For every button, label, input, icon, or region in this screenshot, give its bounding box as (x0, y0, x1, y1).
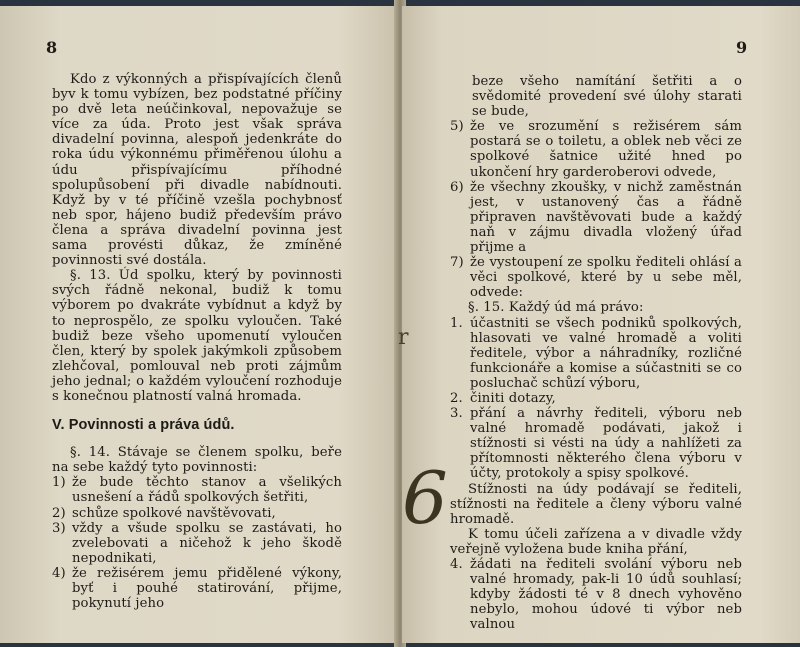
list-item-text: že všechny zkoušky, v nichž zaměstnán jest, v ustanovený čas a řádně připraven navštěvovati bude a každý naň v zájmu divadla vložený úřad přijme a (470, 179, 742, 256)
list-item-text: činiti dotazy, (470, 390, 556, 406)
paragraph: beze všeho namítání šetřiti a o svědomité provedení své úlohy starati se bude, (472, 74, 742, 120)
list-item-text: vždy a všude spolku se zastávati, ho zvelebovati a ničehož k jeho škodě nepodnikati, (72, 520, 342, 566)
paragraph: §. 13. Úd spolku, který by povinnosti svých řádně nekonal, budiž k tomu výborem po dvakráte vybídnut a když by to neprospělo, ze spolku vyloučen. Také budiž beze všeho upomenutí vyloučen člen, který by spolek jakýmkoli způsobem zlehčoval, pomlouval neb proti zájmům jeho jednal; o každém vyloučení rozhoduje s konečnou platností valná hromada. (52, 268, 342, 404)
right-text-column (450, 74, 742, 632)
page-number: 9 (736, 38, 748, 57)
list-item-text: že vystoupení ze spolku řediteli ohlásí a věci spolkové, které by u sebe měl, odvede: (470, 255, 742, 301)
handwritten-number: 6 (402, 456, 448, 540)
list-item-text: žádati na řediteli svolání výboru neb valné hromady, pak-li 10 údů souhlasí; kdyby žádosti té v 8 dnech vyhověno nebylo, mohou údové ti výbor neb valnou (470, 557, 742, 633)
paragraph: §. 15. Každý úd má právo: (468, 300, 644, 316)
list-item (450, 316, 742, 391)
list-item-number: 6) (450, 179, 464, 195)
list-item (450, 180, 742, 255)
duties-list (52, 475, 342, 611)
list-item-number: 1) (52, 475, 66, 491)
right-page (402, 6, 800, 643)
list-item-number: 1. (450, 315, 463, 331)
list-item (450, 391, 742, 406)
paragraph: K tomu účeli zařízena a v divadle vždy veřejně vyložena bude kniha přání, (450, 526, 742, 557)
list-item (450, 255, 742, 300)
page-number: 8 (46, 38, 58, 57)
paragraph: §. 14. Stávaje se členem spolku, beře na sebe každý tyto povinnosti: (52, 445, 342, 476)
list-item-number: 5) (450, 119, 464, 135)
list-item-text: že ve srozumění s režisérem sám postará se o toiletu, a oblek neb věci ze spolkové šatnice užité hned po ukončení hry garderoberovi odvede, (470, 119, 742, 180)
list-item-number: 3) (52, 520, 66, 536)
list-item-number: 2. (450, 390, 463, 406)
duties-list (450, 119, 742, 300)
left-page (0, 6, 398, 643)
section-heading: V. Povinnosti a práva údů. (52, 417, 235, 434)
list-item-text: účastniti se všech podniků spolkových, hlasovati ve valné hromadě a voliti ředitele, výbor a náhradníky, rozličné funkcionáře a komise a súčastniti se co posluchač schůzí výboru, (470, 315, 742, 391)
rights-list (450, 316, 742, 482)
list-item (52, 475, 342, 505)
list-item-text: přání a návrhy řediteli, výboru neb valné hromadě podávati, jakož i stížnosti si vésti na údy a nahlížeti za přítomnosti některého člena výboru v účty, protokoly a spisy spolkové. (470, 406, 742, 482)
list-item-number: 7) (450, 255, 464, 271)
handwritten-mark: r (398, 325, 409, 350)
list-item-text: schůze spolkové navštěvovati, (72, 505, 276, 521)
list-item (450, 119, 742, 179)
left-text-column (52, 72, 342, 611)
list-item-text: že bude těchto stanov a všelikých usnešení a řádů spolkových šetřiti, (72, 475, 342, 506)
list-item-number: 2) (52, 505, 66, 521)
list-item-number: 4) (52, 565, 66, 581)
list-item-number: 3. (450, 406, 463, 422)
paragraph: Kdo z výkonných a přispívajících členů byv k tomu vybízen, bez podstatné příčiny po dvě leta neúčinkoval, nepovažuje se více za úda. Proto jest však správa divadelní povinna, alespoň jedenkráte do roka údu výkonnému přiměřenou úlohu a údu přispívajícímu příhodné spolupůsobení při divadle nabídnouti. Když by v té příčině vzešla pochybnosť neb spor, hájeno budiž především právo člena a správa divadelní povinna jest sama provésti důkaz, že zmíněné povinnosti své dostála. (52, 72, 342, 269)
list-item (52, 566, 342, 611)
rights-list (450, 557, 742, 632)
paragraph: Stížnosti na údy podávají se řediteli, stížnosti na ředitele a členy výboru valné hromadě. (450, 481, 742, 527)
list-item-text: že režisérem jemu přidělené výkony, byť i pouhé statirování, přijme, pokynutí jeho (72, 565, 342, 612)
list-item (450, 406, 742, 481)
list-item (450, 557, 742, 632)
list-item (52, 506, 342, 521)
list-item-number: 4. (450, 557, 463, 572)
list-item (52, 521, 342, 566)
